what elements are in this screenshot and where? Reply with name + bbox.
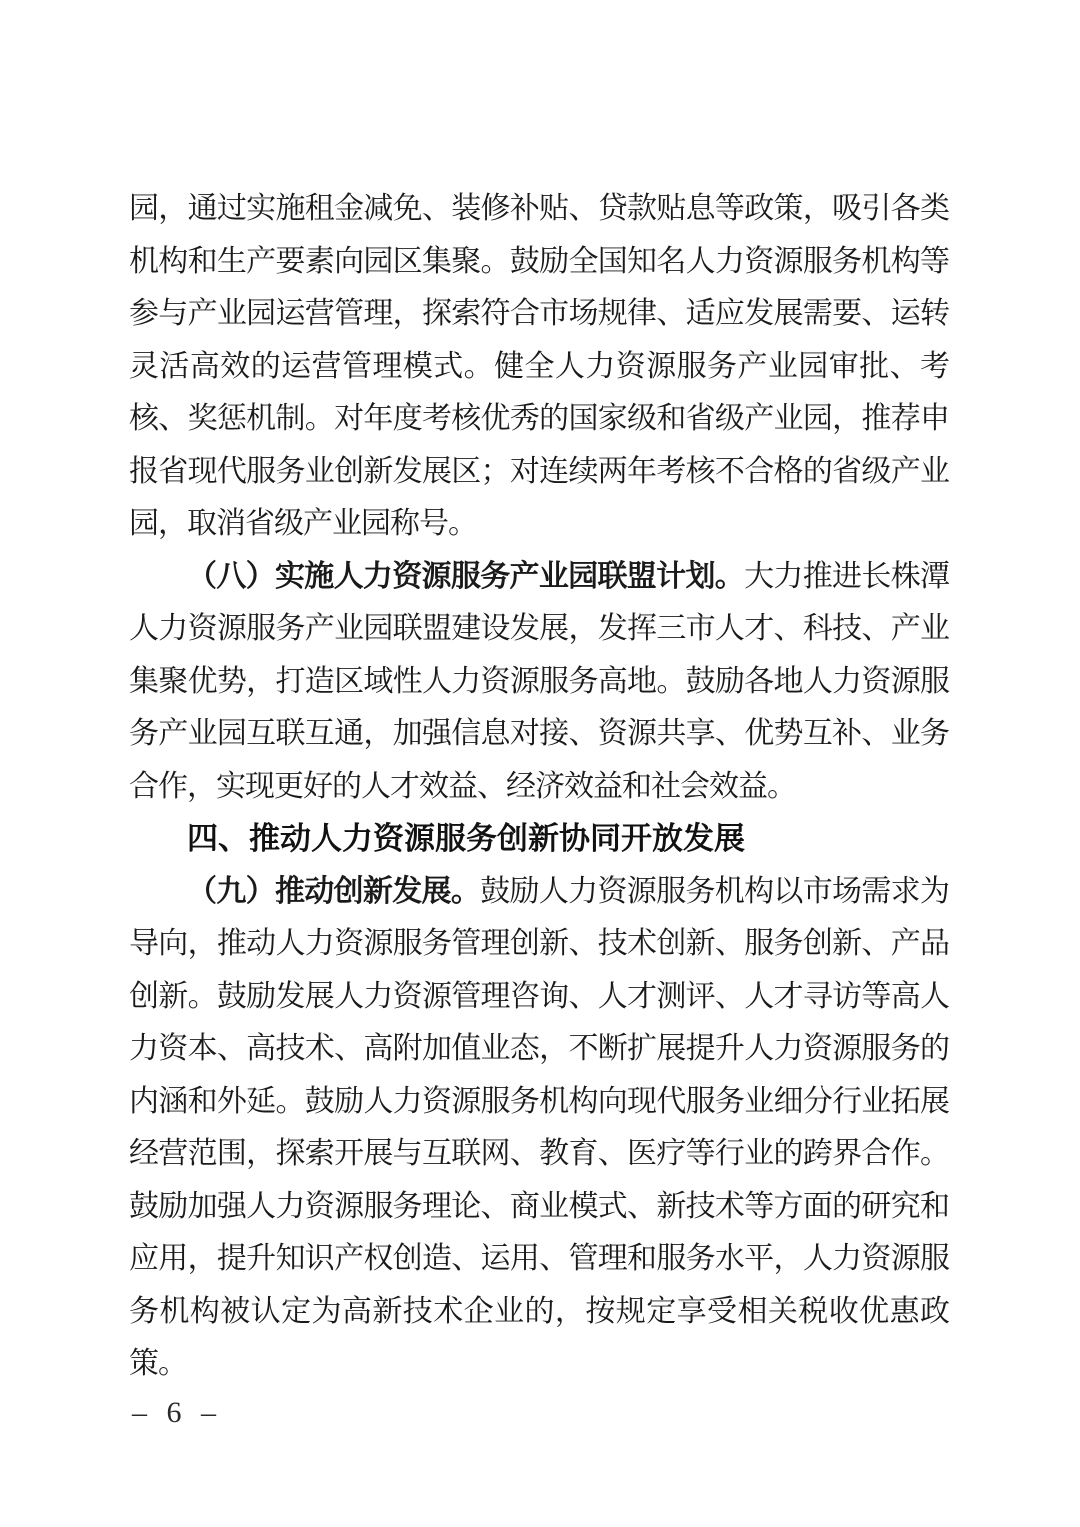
paragraph-item-8 [129,551,949,814]
document-body [129,183,949,1391]
paragraph-continued: 园，通过实施租金减免、装修补贴、贷款贴息等政策，吸引各类机构和生产要素向园区集聚。鼓励全国知名人力资源服务机构等参与产业园运营管理，探索符合市场规律、适应发展需要、运转灵活高效的运营管理模式。健全人力资源服务产业园审批、考核、奖惩机制。对年度考核优秀的国家级和省级产业园，推荐申报省现代服务业创新发展区；对连续两年考核不合格的省级产业园，取消省级产业园称号。 [129,192,949,540]
paragraph-item-9-lead: （九）推动创新发展。 [187,874,481,908]
paragraph-item-8-text: 大力推进长株潭人力资源服务产业园联盟建设发展，发挥三市人才、科技、产业集聚优势，打造区域性人力资源服务高地。鼓励各地人力资源服务产业园互联互通，加强信息对接、资源共享、优势互补、业务合作，实现更好的人才效益、经济效益和社会效益。 [129,559,950,803]
paragraph-item-9-text: 鼓励人力资源服务机构以市场需求为导向，推动人力资源服务管理创新、技术创新、服务创新、产品创新。鼓励发展人力资源管理咨询、人才测评、人才寻访等高人力资本、高技术、高附加值业态，不断扩展提升人力资源服务的内涵和外延。鼓励人力资源服务机构向现代服务业细分行业拓展经营范围，探索开展与互联网、教育、医疗等行业的跨界合作。鼓励加强人力资源服务理论、商业模式、新技术等方面的研究和应用，提升知识产权创造、运用、管理和服务水平，人力资源服务机构被认定为高新技术企业的，按规定享受相关税收优惠政策。 [129,874,950,1380]
section-heading-4: 四、推动人力资源服务创新协同开放发展 [187,821,745,856]
paragraph-item-8-lead: （八）实施人力资源服务产业园联盟计划。 [187,559,745,593]
paragraph-item-9 [129,866,949,1391]
page-number: – 6 – [132,1396,222,1429]
